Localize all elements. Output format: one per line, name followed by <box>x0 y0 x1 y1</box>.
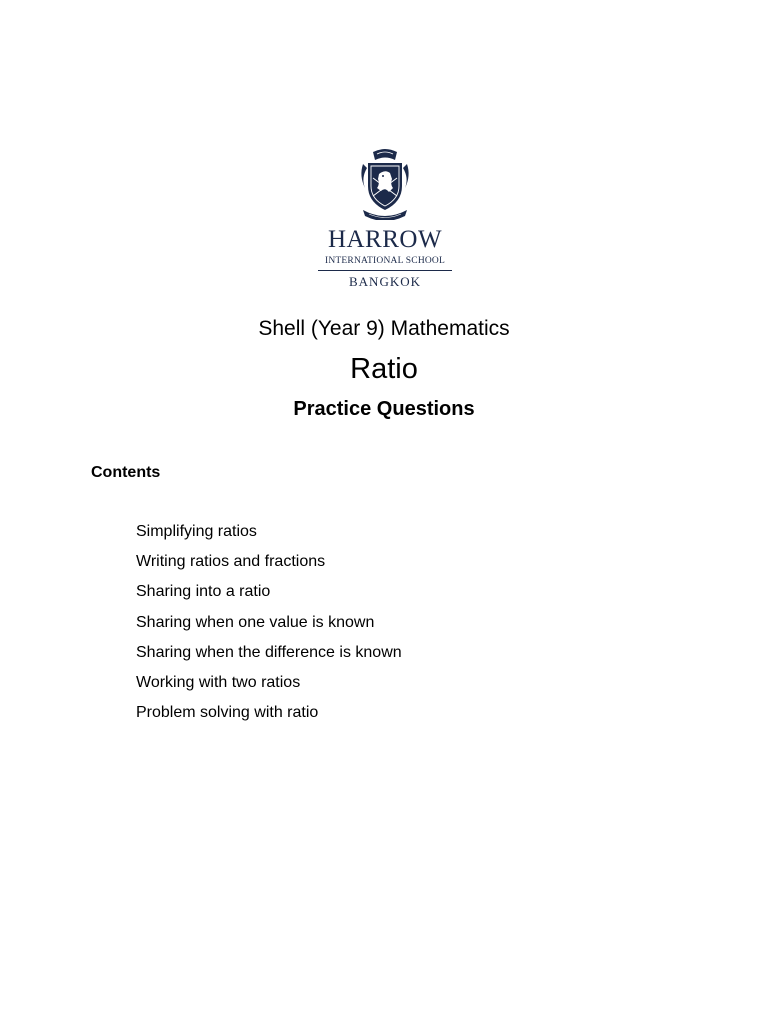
school-subtitle: INTERNATIONAL SCHOOL <box>318 255 452 271</box>
contents-item: Writing ratios and fractions <box>136 553 326 571</box>
contents-item: Sharing when one value is known <box>136 613 375 631</box>
contents-item: Sharing into a ratio <box>136 583 271 601</box>
course-title: Shell (Year 9) Mathematics <box>258 317 510 340</box>
school-crest-icon <box>355 148 415 220</box>
school-city: BANGKOK <box>349 274 421 289</box>
contents-item: Problem solving with ratio <box>136 704 319 722</box>
contents-list <box>136 522 402 733</box>
contents-item: Sharing when the difference is known <box>136 643 402 661</box>
contents-item: Simplifying ratios <box>136 523 257 540</box>
contents-item: Working with two ratios <box>136 673 301 691</box>
school-name: HARROW <box>327 226 443 253</box>
document-subtitle: Practice Questions <box>293 398 475 420</box>
school-logo <box>318 148 452 294</box>
document-title: Ratio <box>350 353 418 385</box>
contents-heading: Contents <box>91 464 161 481</box>
